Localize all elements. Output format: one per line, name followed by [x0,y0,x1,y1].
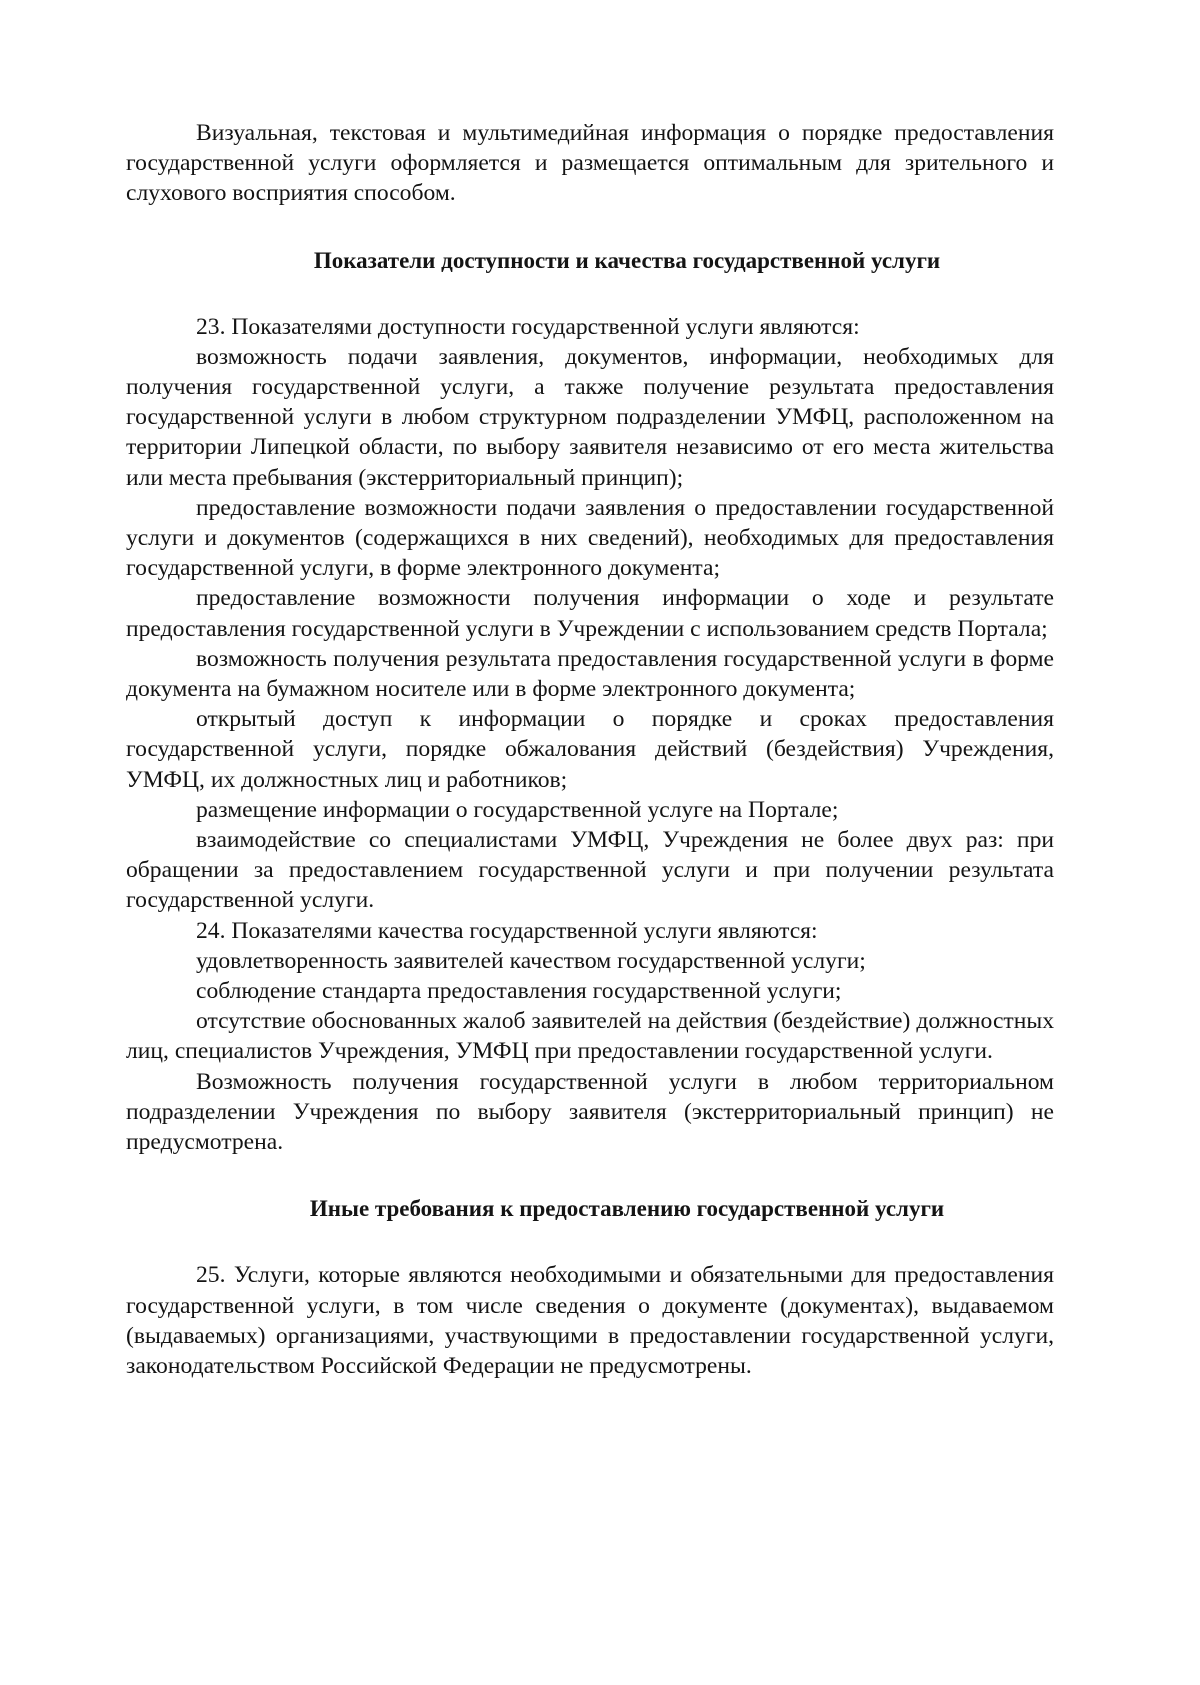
paragraph: 25. Услуги, которые являются необходимыми и обязательными для предоставления государственной услуги, в том числе сведения о документе (документах), выдаваемом (выдаваемых) организациями, участвующими в предоставлении государственной услуги, законодательством Российской Федерации не предусмотрены. [126,1262,1054,1379]
paragraph: Возможность получения государственной услуги в любом территориальном подразделении Учреждения по выбору заявителя (экстерриториальный принцип) не предусмотрена. [126,1068,1054,1156]
paragraph: 24. Показателями качества государственной услуги являются: [196,917,818,944]
paragraph: предоставление возможности подачи заявления о предоставлении государственной услуги и документов (содержащихся в них сведений), необходимых для предоставления государственной услуги, в форме электронного документа; [126,494,1054,582]
paragraph: возможность получения результата предоставления государственной услуги в форме документа на бумажном носителе или в форме электронного документа; [126,645,1054,703]
paragraph: открытый доступ к информации о порядке и сроках предоставления государственной услуги, порядке обжалования действий (бездействия) Учреждения, УМФЦ, их должностных лиц и работников; [126,706,1054,793]
paragraph: 23. Показателями доступности государственной услуги являются: [196,313,860,340]
paragraph: возможность подачи заявления, документов, информации, необходимых для получения государственной услуги, а также получение результата предоставления государственной услуги в любом структурном подразделении УМФЦ, расположенном на территории Липецкой области, по выбору заявителя независимо от его места жительства или места пребывания (экстерриториальный принцип); [126,343,1054,491]
paragraph: предоставление возможности получения информации о ходе и результате предоставления государственной услуги в Учреждении с использованием средств Портала; [126,585,1054,642]
paragraph: отсутствие обоснованных жалоб заявителей на действия (бездействие) должностных лиц, специалистов Учреждения, УМФЦ при предоставлении государственной услуги. [126,1008,1054,1065]
paragraph: размещение информации о государственной услуге на Портале; [196,796,839,823]
section-heading-other-requirements: Иные требования к предоставлению государственной услуги [309,1196,945,1222]
section-heading-accessibility: Показатели доступности и качества государственной услуги [313,247,941,273]
document-body [126,118,1054,1381]
paragraph: взаимодействие со специалистами УМФЦ, Учреждения не более двух раз: при обращении за предоставлением государственной услуги и при получении результата государственной услуги. [126,827,1054,914]
intro-paragraph: Визуальная, текстовая и мультимедийная информация о порядке предоставления государственной услуги оформляется и размещается оптимальным для зрительного и слухового восприятия способом. [126,120,1054,207]
paragraph: соблюдение стандарта предоставления государственной услуги; [196,978,842,1005]
paragraph: удовлетворенность заявителей качеством государственной услуги; [196,947,866,974]
